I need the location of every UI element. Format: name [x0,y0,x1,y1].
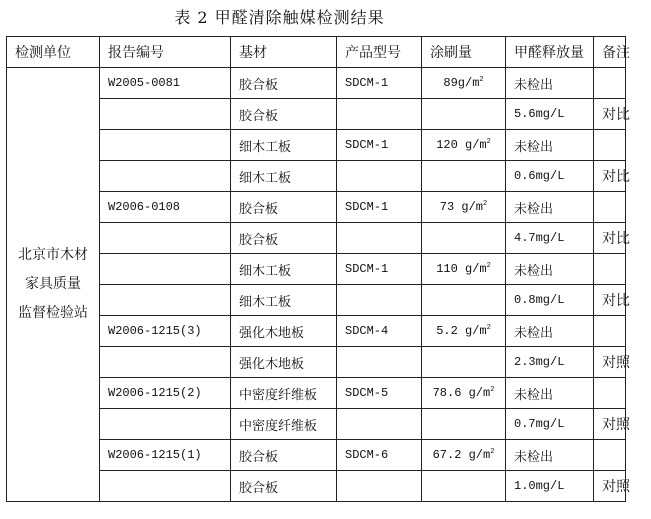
release-cell-text: 2.3mg/L [514,355,565,369]
material-cell-text: 细木工板 [239,263,292,279]
model-cell [337,68,422,99]
material-cell [231,68,337,99]
material-cell-text: 胶合板 [239,449,279,465]
report-number-cell [100,192,231,223]
amount-cell-text: 120 g/m [436,138,487,152]
amount-cell-text: 78.6 g/m [432,386,491,400]
table-title: 表 2 甲醛清除触媒检测结果 [174,8,385,27]
amount-superscript: 2 [483,200,488,208]
amount-superscript: 2 [486,138,491,146]
table-row [7,440,626,471]
material-cell-text: 中密度纤维板 [239,387,318,403]
model-cell [337,192,422,223]
amount-cell-text: 67.2 g/m [432,448,491,462]
release-cell [506,192,594,223]
amount-superscript: 2 [486,324,491,332]
header-material: 基材 [231,37,337,68]
report-number-cell-text: W2006-0108 [108,200,181,214]
table-row [7,285,626,316]
model-cell-text: SDCM-1 [345,200,389,214]
note-cell-text: 对照 [602,479,630,495]
release-cell [506,99,594,130]
report-number-cell-text: W2005-0081 [108,76,181,90]
model-cell [337,254,422,285]
amount-cell [422,471,506,502]
model-cell [337,130,422,161]
model-cell [337,316,422,347]
note-cell [594,316,626,347]
amount-cell-text: 5.2 g/m [436,324,487,338]
release-cell-text: 未检出 [514,77,554,93]
testing-unit-line: 家具质量 [25,276,81,292]
model-cell [337,161,422,192]
material-cell [231,161,337,192]
amount-superscript: 2 [479,76,484,84]
amount-cell-text: 89g/m [443,76,480,90]
model-cell [337,285,422,316]
note-cell [594,409,630,440]
amount-cell [422,223,506,254]
amount-superscript: 2 [486,262,491,270]
note-cell-text: 对比 [602,231,630,247]
release-cell-text: 未检出 [514,325,554,341]
table-row [7,409,626,440]
release-cell [506,223,594,254]
release-cell [506,68,594,99]
report-number-cell [100,285,231,316]
note-cell [594,254,626,285]
header-unit: 检测单位 [7,37,100,68]
release-cell-text: 未检出 [514,449,554,465]
material-cell-text: 胶合板 [239,201,279,217]
note-cell [594,471,630,502]
release-cell [506,378,594,409]
note-cell-text: 对照 [602,417,630,433]
amount-cell [422,192,506,223]
header-amount: 涂刷量 [422,37,506,68]
table-row [7,347,626,378]
note-cell [594,223,630,254]
note-cell [594,130,626,161]
note-cell-text: 对比 [602,107,630,123]
release-cell [506,130,594,161]
table-row [7,192,626,223]
material-cell [231,192,337,223]
results-table [6,36,630,502]
material-cell [231,409,337,440]
amount-superscript: 2 [490,386,495,394]
testing-unit-line: 北京市木材 [18,247,88,263]
report-number-cell [100,223,231,254]
amount-superscript: 2 [490,448,495,456]
material-cell-text: 胶合板 [239,77,279,93]
model-cell [337,409,422,440]
report-number-cell [100,254,231,285]
report-number-cell [100,316,231,347]
material-cell [231,347,337,378]
model-cell [337,440,422,471]
release-cell [506,409,594,440]
material-cell [231,440,337,471]
model-cell [337,99,422,130]
release-cell-text: 4.7mg/L [514,231,565,245]
table-row [7,223,626,254]
model-cell-text: SDCM-5 [345,386,389,400]
amount-cell [422,68,506,99]
material-cell [231,316,337,347]
table-row [7,161,626,192]
release-cell-text: 未检出 [514,263,554,279]
release-cell [506,161,594,192]
note-cell [594,440,626,471]
amount-cell [422,440,506,471]
amount-cell [422,254,506,285]
report-number-cell [100,409,231,440]
table-row [7,99,626,130]
release-cell-text: 未检出 [514,387,554,403]
table-row [7,68,626,99]
table-row [7,316,626,347]
note-cell-text: 对比 [602,293,630,309]
note-cell [594,285,630,316]
report-number-cell [100,347,231,378]
release-cell [506,471,594,502]
report-number-cell [100,440,231,471]
release-cell [506,440,594,471]
header-row [7,37,626,68]
report-number-cell [100,161,231,192]
material-cell [231,471,337,502]
release-cell [506,316,594,347]
report-number-cell [100,99,231,130]
release-cell-text: 0.8mg/L [514,293,565,307]
model-cell [337,471,422,502]
material-cell-text: 强化木地板 [239,356,305,372]
report-number-cell [100,68,231,99]
model-cell [337,223,422,254]
report-number-cell [100,471,231,502]
release-cell-text: 1.0mg/L [514,479,565,493]
release-cell [506,254,594,285]
report-number-cell [100,378,231,409]
note-cell [594,99,630,130]
report-number-cell-text: W2006-1215(2) [108,386,202,400]
material-cell [231,378,337,409]
material-cell [231,254,337,285]
header-note: 备注 [594,37,626,68]
amount-cell [422,161,506,192]
table-row [7,130,626,161]
table-row [7,471,626,502]
report-number-cell-text: W2006-1215(1) [108,448,202,462]
material-cell-text: 胶合板 [239,108,279,124]
note-cell [594,347,630,378]
model-cell-text: SDCM-1 [345,76,389,90]
material-cell [231,130,337,161]
release-cell-text: 5.6mg/L [514,107,565,121]
release-cell-text: 未检出 [514,139,554,155]
material-cell [231,99,337,130]
release-cell [506,285,594,316]
amount-cell-text: 110 g/m [436,262,487,276]
amount-cell [422,409,506,440]
model-cell-text: SDCM-6 [345,448,389,462]
note-cell [594,161,630,192]
material-cell-text: 中密度纤维板 [239,418,318,434]
header-release: 甲醛释放量 [506,37,594,68]
material-cell-text: 胶合板 [239,232,279,248]
table-row [7,254,626,285]
table-row [7,378,626,409]
model-cell-text: SDCM-1 [345,138,389,152]
note-cell-text: 对比 [602,169,630,185]
amount-cell [422,316,506,347]
note-cell-text: 对照 [602,355,630,371]
testing-unit-line: 监督检验站 [18,305,88,321]
model-cell-text: SDCM-4 [345,324,389,338]
amount-cell [422,285,506,316]
amount-cell-text: 73 g/m [439,200,483,214]
material-cell [231,223,337,254]
material-cell-text: 细木工板 [239,170,292,186]
amount-cell [422,347,506,378]
note-cell [594,192,626,223]
testing-unit-cell [7,68,100,502]
amount-cell [422,378,506,409]
report-number-cell [100,130,231,161]
note-cell [594,378,626,409]
header-model: 产品型号 [337,37,422,68]
material-cell [231,285,337,316]
model-cell [337,347,422,378]
release-cell-text: 0.6mg/L [514,169,565,183]
model-cell [337,378,422,409]
material-cell-text: 细木工板 [239,294,292,310]
material-cell-text: 细木工板 [239,139,292,155]
material-cell-text: 强化木地板 [239,325,305,341]
release-cell-text: 未检出 [514,201,554,217]
header-report: 报告编号 [100,37,231,68]
amount-cell [422,130,506,161]
release-cell [506,347,594,378]
model-cell-text: SDCM-1 [345,262,389,276]
report-number-cell-text: W2006-1215(3) [108,324,202,338]
amount-cell [422,99,506,130]
material-cell-text: 胶合板 [239,480,279,496]
note-cell [594,68,626,99]
release-cell-text: 0.7mg/L [514,417,565,431]
